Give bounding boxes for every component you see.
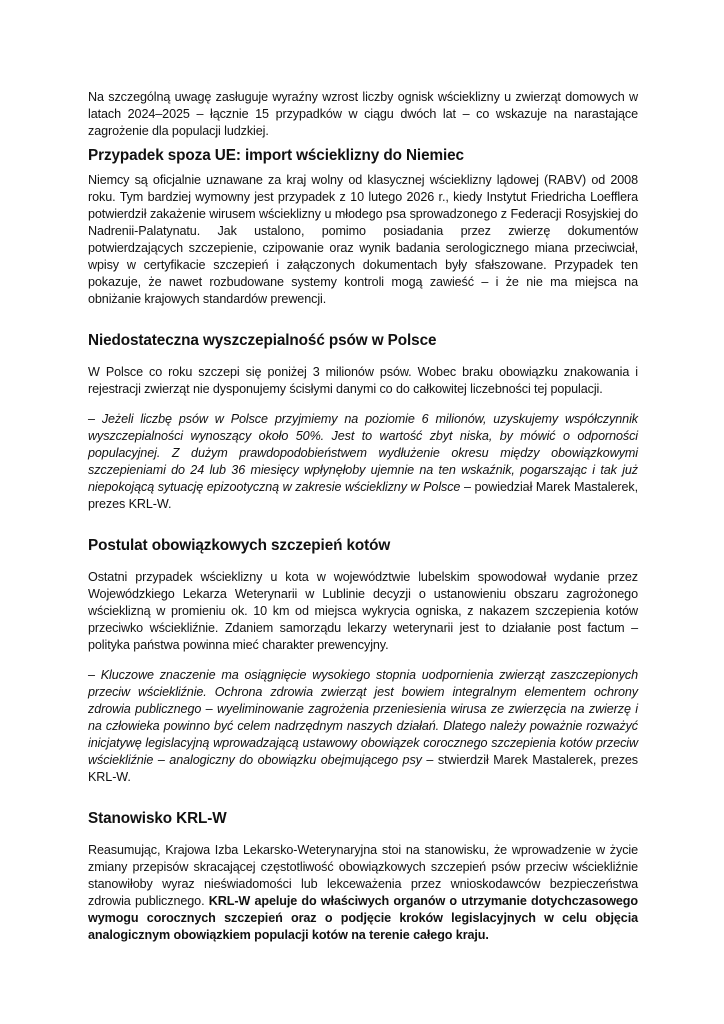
section-heading-cat-vaccination: Postulat obowiązkowych szczepień kotów <box>88 537 391 554</box>
quote-attribution: – powiedział Marek Mastalerek, prezes KRL-W. <box>88 480 638 511</box>
section-heading-germany: Przypadek spoza UE: import wścieklizny do Niemiec <box>88 147 464 164</box>
section-heading-krlw-position: Stanowisko KRL-W <box>88 810 227 827</box>
quote-cat-vaccination <box>88 667 638 786</box>
quote-text: – Jeżeli liczbę psów w Polsce przyjmiemy na poziomie 6 milionów, uzyskujemy współczynnik wyszczepialności wynoszący około 50%. Jest to wartość zbyt niska, by mówić o odporności populacyjnej. Z dużym prawdopodobieństwem wydłużenie okresu między obowiązkowymi szczepieniami do 24 lub 36 miesięcy wpłynęłoby ujemnie na ten wskaźnik, pogarszając i tak już niepokojącą sytuację epizootyczną w zakresie wścieklizny w Polsce <box>88 412 638 494</box>
section-heading-dog-vaccination: Niedostateczna wyszczepialność psów w Polsce <box>88 332 437 349</box>
section-paragraph-dog-vaccination: W Polsce co roku szczepi się poniżej 3 milionów psów. Wobec braku obowiązku znakowania i rejestracji zwierząt nie dysponujemy ścisłymi danymi co do całkowitej liczebności tej populacji. <box>88 365 638 396</box>
paragraph-bold-appeal: KRL-W apeluje do właściwych organów o utrzymanie dotychczasowego wymogu corocznych szczepień oraz o podjęcie kroków legislacyjnych w celu objęcia analogicznym obowiązkiem populacji kotów na terenie całego kraju. <box>88 894 638 942</box>
section-paragraph-krlw-position <box>88 842 638 944</box>
intro-paragraph: Na szczególną uwagę zasługuje wyraźny wzrost liczby ognisk wścieklizny u zwierząt domowych w latach 2024–2025 – łącznie 15 przypadków w ciągu dwóch lat – co wskazuje na narastające zagrożenie dla populacji ludzkiej. <box>88 90 638 138</box>
section-paragraph-cat-vaccination: Ostatni przypadek wścieklizny u kota w województwie lubelskim spowodował wydanie przez Wojewódzkiego Lekarza Weterynarii w Lublinie decyzji o ustanowieniu obszaru zagrożonego wścieklizną w promieniu ok. 10 km od miejsca wykrycia ogniska, z nakazem szczepienia kotów przeciwko wściekliźnie. Zdaniem samorządu lekarzy weterynarii jest to działanie post factum – polityka państwa powinna mieć charakter prewencyjny. <box>88 570 638 652</box>
quote-dog-vaccination <box>88 411 638 513</box>
quote-text: – Kluczowe znaczenie ma osiągnięcie wysokiego stopnia uodpornienia zwierząt zaszczepionych przeciw wściekliźnie. Ochrona zdrowia zwierząt jest bowiem integralnym elementem ochrony zdrowia publicznego – wyeliminowanie zagrożenia przeniesienia wirusa ze zwierzęcia na zwierzę i na człowieka powinno być celem nadrzędnym naszych działań. Dlatego należy poważnie rozważyć inicjatywę legislacyjną wprowadzającą ustawowy obowiązek corocznego szczepienia kotów przeciw wściekliźnie – analogiczny do obowiązku obejmującego psy <box>88 668 638 767</box>
paragraph-text: Reasumując, Krajowa Izba Lekarsko-Weterynaryjna stoi na stanowisku, że wprowadzenie w życie zmiany przepisów skracającej częstotliwość obowiązkowych szczepień psów przeciw wściekliźnie stanowiłoby wyraz nieświadomości lub lekceważenia przez wnioskodawców bezpieczeństwa zdrowia publicznego. <box>88 843 638 908</box>
document-page <box>88 89 638 944</box>
section-paragraph-germany: Niemcy są oficjalnie uznawane za kraj wolny od klasycznej wścieklizny lądowej (RABV) od 2008 roku. Tym bardziej wymowny jest przypadek z 10 lutego 2026 r., kiedy Instytut Friedricha Loefflera potwierdził zakażenie wirusem wścieklizny u młodego psa sprowadzonego z Federacji Rosyjskiej do Nadrenii-Palatynatu. Jak ustalono, pomimo posiadania przez zwierzę dokumentów potwierdzających szczepienie, czipowanie oraz wynik badania serologicznego miana przeciwciał, wpisy w certyfikacie szczepień i załączonych dokumentach były sfałszowane. Przypadek ten pokazuje, że nawet rozbudowane systemy kontroli mogą zawieść – i że nie ma miejsca na obniżanie krajowych standardów prewencji. <box>88 173 638 306</box>
quote-attribution: – stwierdził Marek Mastalerek, prezes KRL-W. <box>88 753 638 784</box>
